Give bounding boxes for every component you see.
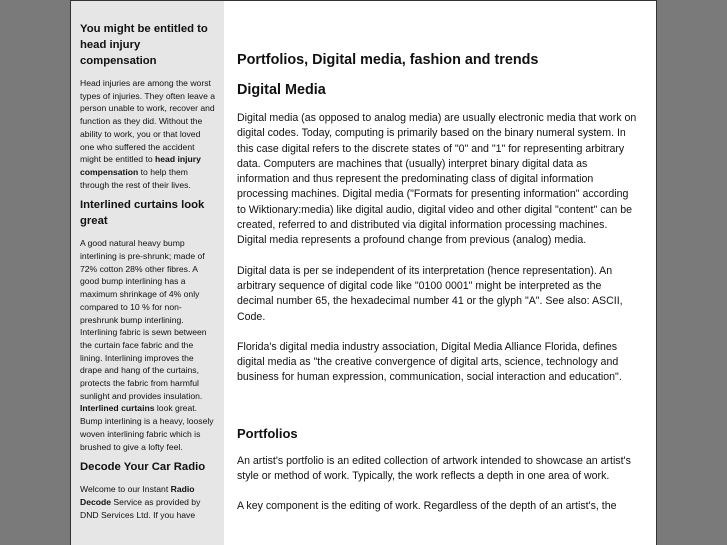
portfolios-heading: Portfolios bbox=[237, 425, 298, 441]
text: Welcome to our Instant bbox=[80, 484, 171, 495]
main-content bbox=[237, 1, 639, 545]
sidebar bbox=[71, 1, 224, 545]
page-title: Portfolios, Digital media, fashion and trends bbox=[237, 52, 539, 68]
sidebar-text-curtains bbox=[80, 237, 216, 453]
text: look great. Bump interlining is a heavy, loosely woven interlining fabric which is brushed to give a lofty feel. bbox=[80, 403, 214, 452]
text: Head injuries are among the worst types of injuries. They often leave a person unable to work, recover and function as they did. Without the ability to work, you or that loved one who suffered the accident might be entitled to bbox=[80, 78, 216, 165]
sidebar-heading-head-injury: You might be entitled to head injury compensation bbox=[80, 23, 208, 67]
digital-media-heading: Digital Media bbox=[237, 82, 326, 98]
article-body bbox=[237, 111, 639, 530]
text: to help them through the rest of their lives. bbox=[80, 166, 191, 190]
sidebar-heading-curtains: Interlined curtains look great bbox=[80, 199, 205, 228]
page-container bbox=[70, 0, 657, 545]
paragraph: A key component is the editing of work. Regardless of the depth of an artist's, the bbox=[237, 500, 617, 513]
sidebar-text-head-injury bbox=[80, 77, 216, 191]
sidebar-text-radio bbox=[80, 483, 216, 521]
paragraph: Digital data is per se independent of its interpretation (hence representation). An arbitrary sequence of digital code like "0100 0001" might be interpreted as the decimal number 65, the hexadecimal number 41 or the glyph "A". See also: ASCII, Code. bbox=[237, 264, 623, 323]
bold-text: head injury compensation bbox=[80, 154, 201, 177]
paragraph: Digital media (as opposed to analog media) are usually electronic media that work on digital codes. Today, computing is primarily based on the binary numeral system. In this case digital refers to the discrete states of "0" and "1" for representing arbitrary data. Computers are machines that (usually) interpret binary digital data as information and thus represent the predominating class of digital information processing machines. Digital media ("Formats for presenting information" according to Wiktionary:media) like digital audio, digital video and other digital "content" can be created, referred to and distributed via digital information processing machines. Digital media represents a profound change from previous (analog) media. bbox=[237, 112, 637, 247]
text: Service as provided by DND Services Ltd. If you have bbox=[80, 496, 201, 520]
paragraph: Florida's digital media industry association, Digital Media Alliance Florida, defines digital media as "the creative convergence of digital arts, science, technology and business for human expression, communication, social interaction and education". bbox=[237, 340, 622, 384]
sidebar-heading-radio: Decode Your Car Radio bbox=[80, 461, 206, 474]
text: A good natural heavy bump interlining is pre-shrunk; made of 72% cotton 28% other fibres. A good bump interlining has a maximum shrinkage of 4% only compared to 10 % for non-preshrunk bump interlining. Interlining fabric is sewn between the curtain face fabric and the lining. Interlining improves the drape and hang of the curtains, protects the fabric from harmful sunlight and provides insulation. bbox=[80, 238, 207, 401]
bold-text: Interlined curtains bbox=[80, 403, 155, 414]
paragraph: An artist's portfolio is an edited collection of artwork intended to showcase an artist's style or method of work. Typically, the work reflects a depth in one area of work. bbox=[237, 454, 631, 483]
bold-text: Radio Decode bbox=[80, 484, 195, 507]
